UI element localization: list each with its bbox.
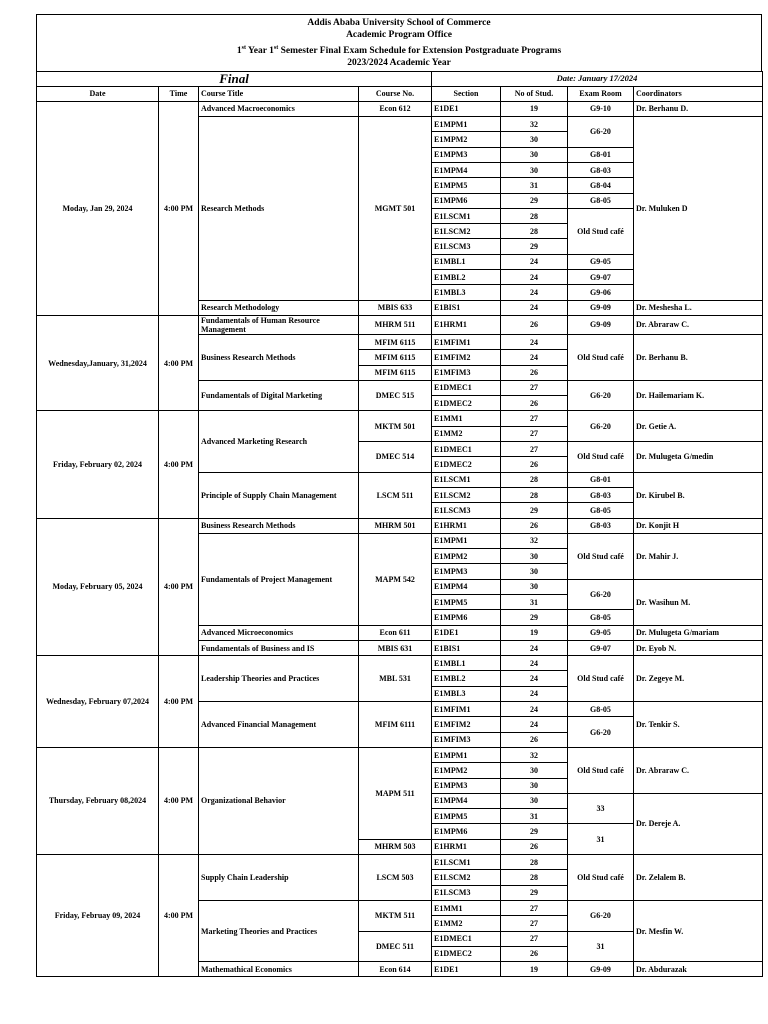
exam-room: G6-20: [568, 900, 634, 931]
course-title: Fundamentals of Digital Marketing: [199, 380, 359, 411]
exam-room: 31: [568, 931, 634, 962]
coordinator: Dr. Abraraw C.: [634, 747, 763, 793]
section: E1MPM1: [432, 117, 501, 132]
exam-schedule-page: [36, 14, 762, 977]
column-header-course-title: Course Title: [199, 86, 359, 101]
course-title: Fundamentals of Human Resource Management: [199, 315, 359, 334]
section: E1MFIM1: [432, 334, 501, 349]
coordinator: Dr. Hailemariam K.: [634, 380, 763, 411]
exam-date: Wednesday,January, 31,2024: [37, 315, 159, 410]
section: E1HRM1: [432, 315, 501, 334]
student-count: 30: [501, 132, 568, 147]
section: E1MFIM2: [432, 717, 501, 732]
coordinator: Dr. Tenkir S.: [634, 702, 763, 748]
section: E1BIS1: [432, 640, 501, 655]
coordinator: Dr. Zelalem B.: [634, 855, 763, 901]
column-header-coordinators: Coordinators: [634, 86, 763, 101]
column-header-section: Section: [432, 86, 501, 101]
exam-room: G6-20: [568, 717, 634, 748]
section: E1MPM4: [432, 793, 501, 808]
student-count: 29: [501, 610, 568, 625]
student-count: 31: [501, 178, 568, 193]
column-header-no-of-stud: No of Stud.: [501, 86, 568, 101]
exam-room: G6-20: [568, 579, 634, 610]
exam-room: G8-04: [568, 178, 634, 193]
section: E1MPM3: [432, 778, 501, 793]
exam-room: Old Stud café: [568, 747, 634, 793]
coordinator: Dr. Eyob N.: [634, 640, 763, 655]
student-count: 19: [501, 962, 568, 977]
course-no: MAPM 542: [359, 533, 432, 625]
table-row: [37, 855, 763, 870]
document-header: [36, 14, 762, 71]
course-no: MFIM 6111: [359, 702, 432, 748]
exam-room: Old Stud café: [568, 208, 634, 254]
coordinator: Dr. Abraraw C.: [634, 315, 763, 334]
section: E1MFIM3: [432, 365, 501, 380]
table-row: [37, 315, 763, 334]
section: E1DE1: [432, 962, 501, 977]
course-title: Business Research Methods: [199, 334, 359, 380]
column-header-course-no: Course No.: [359, 86, 432, 101]
exam-date: Wednesday, February 07,2024: [37, 656, 159, 748]
student-count: 29: [501, 885, 568, 900]
section: E1MM1: [432, 411, 501, 426]
section: E1MPM6: [432, 610, 501, 625]
exam-room: G9-09: [568, 315, 634, 334]
student-count: 30: [501, 147, 568, 162]
exam-room: Old Stud café: [568, 334, 634, 380]
student-count: 31: [501, 809, 568, 824]
exam-room: G8-05: [568, 702, 634, 717]
student-count: 28: [501, 208, 568, 223]
course-no: MHRM 503: [359, 839, 432, 854]
section: E1MPM5: [432, 809, 501, 824]
coordinator: Dr. Mesfin W.: [634, 900, 763, 961]
section: E1LSCM2: [432, 224, 501, 239]
student-count: 24: [501, 270, 568, 285]
section: E1MBL2: [432, 270, 501, 285]
exam-room: Old Stud café: [568, 442, 634, 473]
exam-room: G8-03: [568, 518, 634, 533]
student-count: 28: [501, 224, 568, 239]
section: E1LSCM1: [432, 855, 501, 870]
course-no: MBL 531: [359, 656, 432, 702]
course-title: Marketing Theories and Practices: [199, 900, 359, 961]
student-count: 30: [501, 162, 568, 177]
final-row: [37, 71, 763, 86]
section: E1LSCM3: [432, 503, 501, 518]
student-count: 27: [501, 931, 568, 946]
student-count: 26: [501, 315, 568, 334]
exam-time: 4:00 PM: [159, 855, 199, 977]
exam-room: G9-09: [568, 962, 634, 977]
student-count: 30: [501, 793, 568, 808]
exam-room: G9-05: [568, 625, 634, 640]
student-count: 28: [501, 870, 568, 885]
exam-date: Thursday, February 08,2024: [37, 747, 159, 854]
exam-room: Old Stud café: [568, 855, 634, 901]
column-header-row: [37, 86, 763, 101]
coordinator: Dr. Konjit H: [634, 518, 763, 533]
student-count: 28: [501, 855, 568, 870]
section: E1MPM5: [432, 594, 501, 609]
section: E1MPM1: [432, 533, 501, 548]
course-no: Econ 612: [359, 101, 432, 116]
section: E1DMEC2: [432, 457, 501, 472]
coordinator: Dr. Zegeye M.: [634, 656, 763, 702]
exam-time: 4:00 PM: [159, 656, 199, 748]
student-count: 24: [501, 285, 568, 300]
course-title: Research Methodology: [199, 300, 359, 315]
coordinator: Dr. Dereje A.: [634, 793, 763, 854]
coordinator: Dr. Berhanu B.: [634, 334, 763, 380]
student-count: 29: [501, 503, 568, 518]
student-count: 32: [501, 533, 568, 548]
section: E1DMEC1: [432, 380, 501, 395]
student-count: 24: [501, 702, 568, 717]
student-count: 24: [501, 334, 568, 349]
section: E1MPM4: [432, 162, 501, 177]
section: E1BIS1: [432, 300, 501, 315]
student-count: 30: [501, 564, 568, 579]
exam-time: 4:00 PM: [159, 315, 199, 410]
student-count: 26: [501, 732, 568, 747]
section: E1MPM2: [432, 132, 501, 147]
exam-room: G6-20: [568, 117, 634, 148]
coordinator: Dr. Getie A.: [634, 411, 763, 442]
exam-time: 4:00 PM: [159, 411, 199, 518]
exam-room: G8-01: [568, 147, 634, 162]
exam-room: G9-06: [568, 285, 634, 300]
student-count: 29: [501, 239, 568, 254]
student-count: 29: [501, 193, 568, 208]
section: E1DMEC2: [432, 396, 501, 411]
section: E1MPM6: [432, 193, 501, 208]
exam-room: G8-05: [568, 610, 634, 625]
student-count: 27: [501, 900, 568, 915]
student-count: 24: [501, 717, 568, 732]
student-count: 24: [501, 671, 568, 686]
course-no: MKTM 511: [359, 900, 432, 931]
student-count: 24: [501, 254, 568, 269]
office-name: Academic Program Office: [346, 30, 452, 41]
course-title: Research Methods: [199, 117, 359, 301]
course-no: MFIM 6115: [359, 365, 432, 380]
section: E1MBL1: [432, 254, 501, 269]
table-row: [37, 518, 763, 533]
student-count: 28: [501, 487, 568, 502]
section: E1MPM2: [432, 763, 501, 778]
section: E1DMEC1: [432, 931, 501, 946]
column-header-time: Time: [159, 86, 199, 101]
section: E1LSCM2: [432, 870, 501, 885]
student-count: 30: [501, 579, 568, 594]
student-count: 27: [501, 442, 568, 457]
course-title: Fundamentals of Business and IS: [199, 640, 359, 655]
course-title: Advanced Macroeconomics: [199, 101, 359, 116]
exam-time: 4:00 PM: [159, 747, 199, 854]
coordinator: Dr. Mulugeta G/mariam: [634, 625, 763, 640]
course-title: Organizational Behavior: [199, 747, 359, 854]
issue-date: Date: January 17/2024: [432, 71, 763, 86]
course-title: Advanced Marketing Research: [199, 411, 359, 472]
course-no: MAPM 511: [359, 747, 432, 839]
coordinator: Dr. Mahir J.: [634, 533, 763, 579]
student-count: 26: [501, 839, 568, 854]
student-count: 19: [501, 101, 568, 116]
exam-room: 33: [568, 793, 634, 824]
course-no: Econ 614: [359, 962, 432, 977]
student-count: 29: [501, 824, 568, 839]
course-no: MHRM 511: [359, 315, 432, 334]
exam-room: 31: [568, 824, 634, 855]
coordinator: Dr. Kirubel B.: [634, 472, 763, 518]
section: E1LSCM2: [432, 487, 501, 502]
section: E1MBL1: [432, 656, 501, 671]
section: E1MPM6: [432, 824, 501, 839]
course-no: MKTM 501: [359, 411, 432, 442]
section: E1DE1: [432, 625, 501, 640]
exam-room: G8-05: [568, 193, 634, 208]
section: E1LSCM3: [432, 885, 501, 900]
section: E1MPM5: [432, 178, 501, 193]
exam-room: G8-05: [568, 503, 634, 518]
student-count: 30: [501, 763, 568, 778]
coordinator: Dr. Abdurazak: [634, 962, 763, 977]
section: E1MBL3: [432, 686, 501, 701]
student-count: 24: [501, 656, 568, 671]
student-count: 27: [501, 426, 568, 441]
student-count: 24: [501, 640, 568, 655]
exam-room: G6-20: [568, 411, 634, 442]
table-row: [37, 656, 763, 671]
course-title: Mathemathical Economics: [199, 962, 359, 977]
section: E1LSCM3: [432, 239, 501, 254]
exam-room: Old Stud café: [568, 533, 634, 579]
schedule-body: [37, 101, 763, 977]
section: E1MFIM2: [432, 350, 501, 365]
section: E1HRM1: [432, 518, 501, 533]
student-count: 27: [501, 380, 568, 395]
section: E1MPM4: [432, 579, 501, 594]
course-no: MBIS 631: [359, 640, 432, 655]
student-count: 26: [501, 518, 568, 533]
column-header-exam-room: Exam Room: [568, 86, 634, 101]
university-name: Addis Ababa University School of Commerce: [307, 18, 491, 28]
course-no: MGMT 501: [359, 117, 432, 301]
student-count: 32: [501, 117, 568, 132]
exam-room: G9-05: [568, 254, 634, 269]
student-count: 32: [501, 747, 568, 762]
student-count: 26: [501, 365, 568, 380]
course-no: LSCM 511: [359, 472, 432, 518]
course-no: MBIS 633: [359, 300, 432, 315]
section: E1MM2: [432, 916, 501, 931]
exam-room: G9-07: [568, 270, 634, 285]
student-count: 31: [501, 594, 568, 609]
section: E1MM1: [432, 900, 501, 915]
section: E1LSCM1: [432, 472, 501, 487]
course-title: Advanced Financial Management: [199, 702, 359, 748]
exam-date: Moday, Jan 29, 2024: [37, 101, 159, 315]
course-no: DMEC 515: [359, 380, 432, 411]
student-count: 27: [501, 411, 568, 426]
exam-date: Friday, Februay 09, 2024: [37, 855, 159, 977]
coordinator: Dr. Mulugeta G/medin: [634, 442, 763, 473]
section: E1DMEC1: [432, 442, 501, 457]
exam-room: G9-09: [568, 300, 634, 315]
course-no: MFIM 6115: [359, 350, 432, 365]
course-no: DMEC 511: [359, 931, 432, 962]
section: E1MPM3: [432, 147, 501, 162]
exam-date: Friday, February 02, 2024: [37, 411, 159, 518]
student-count: 26: [501, 396, 568, 411]
course-title: Supply Chain Leadership: [199, 855, 359, 901]
student-count: 19: [501, 625, 568, 640]
section: E1MPM2: [432, 549, 501, 564]
course-title: Business Research Methods: [199, 518, 359, 533]
schedule-table: [36, 71, 763, 978]
course-no: DMEC 514: [359, 442, 432, 473]
student-count: 30: [501, 549, 568, 564]
section: E1HRM1: [432, 839, 501, 854]
coordinator: Dr. Berhanu D.: [634, 101, 763, 116]
student-count: 24: [501, 300, 568, 315]
exam-room: G8-01: [568, 472, 634, 487]
course-no: LSCM 503: [359, 855, 432, 901]
academic-year: 2023/2024 Academic Year: [347, 58, 451, 69]
course-no: MFIM 6115: [359, 334, 432, 349]
table-row: [37, 747, 763, 762]
student-count: 27: [501, 916, 568, 931]
section: E1MFIM3: [432, 732, 501, 747]
final-label: Final: [37, 71, 432, 86]
student-count: 26: [501, 946, 568, 961]
course-no: Econ 611: [359, 625, 432, 640]
section: E1DE1: [432, 101, 501, 116]
exam-time: 4:00 PM: [159, 101, 199, 315]
student-count: 24: [501, 350, 568, 365]
coordinator: Dr. Muluken D: [634, 117, 763, 301]
coordinator: Dr. Meshesha L.: [634, 300, 763, 315]
section: E1MPM3: [432, 564, 501, 579]
exam-room: G6-20: [568, 380, 634, 411]
exam-room: G9-07: [568, 640, 634, 655]
exam-room: Old Stud café: [568, 656, 634, 702]
exam-date: Moday, February 05, 2024: [37, 518, 159, 656]
exam-room: G8-03: [568, 162, 634, 177]
course-title: Principle of Supply Chain Management: [199, 472, 359, 518]
table-row: [37, 101, 763, 116]
exam-time: 4:00 PM: [159, 518, 199, 656]
course-title: Advanced Microeconomics: [199, 625, 359, 640]
exam-room: G9-10: [568, 101, 634, 116]
table-row: [37, 411, 763, 426]
section: E1MFIM1: [432, 702, 501, 717]
course-no: MHRM 501: [359, 518, 432, 533]
student-count: 24: [501, 686, 568, 701]
course-title: Fundamentals of Project Management: [199, 533, 359, 625]
section: E1LSCM1: [432, 208, 501, 223]
schedule-title: 1st Year 1st Semester Final Exam Schedule for Extension Postgraduate Programs: [236, 44, 562, 56]
coordinator: Dr. Wasihun M.: [634, 579, 763, 625]
column-header-date: Date: [37, 86, 159, 101]
course-title: Leadership Theories and Practices: [199, 656, 359, 702]
section: E1MM2: [432, 426, 501, 441]
section: E1DMEC2: [432, 946, 501, 961]
exam-room: G8-03: [568, 487, 634, 502]
section: E1MBL3: [432, 285, 501, 300]
section: E1MBL2: [432, 671, 501, 686]
student-count: 30: [501, 778, 568, 793]
student-count: 28: [501, 472, 568, 487]
student-count: 26: [501, 457, 568, 472]
section: E1MPM1: [432, 747, 501, 762]
